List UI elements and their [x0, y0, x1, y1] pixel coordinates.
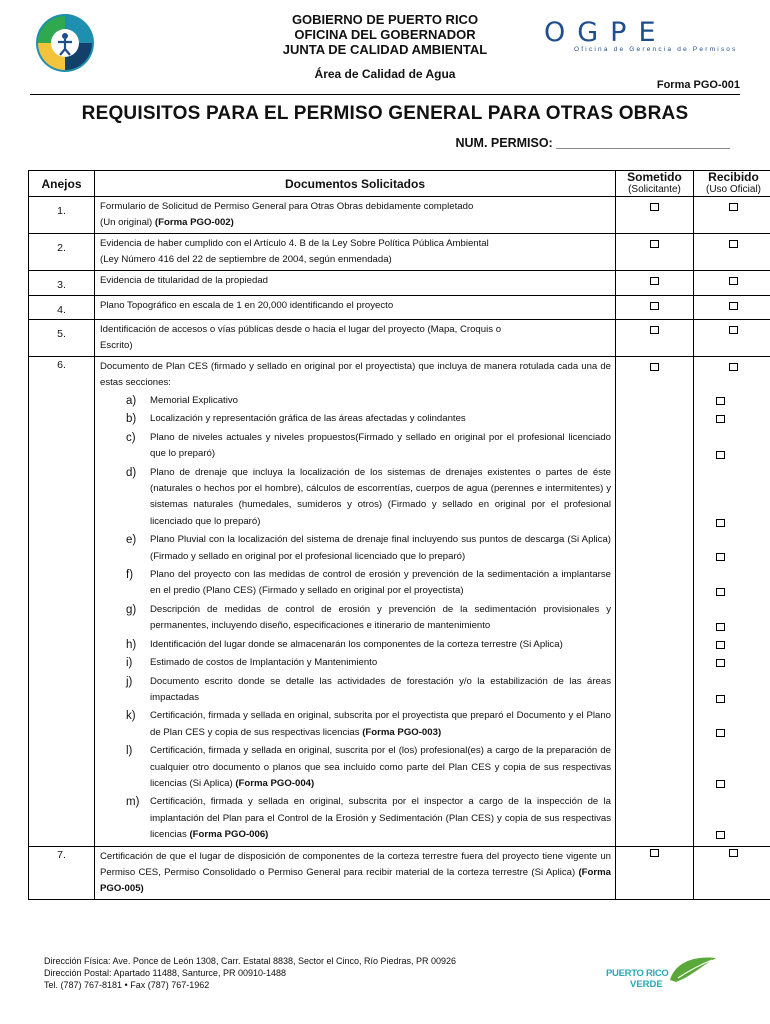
row-description	[95, 271, 616, 296]
subitem-form-ref: (Forma PGO-003)	[362, 726, 442, 738]
subitem-letter: h)	[126, 638, 137, 651]
row-number: 1.	[29, 197, 95, 234]
table-row	[29, 320, 770, 357]
row-description	[95, 846, 616, 899]
footer-postal-address: Dirección Postal: Apartado 11488, Santurce, PR 00910-1488	[44, 968, 286, 978]
subitem-text: Documento escrito donde se detalle las actividades de forestación y/o la estabilización de las áreas impactadas	[150, 675, 611, 703]
recibido-cell	[694, 197, 770, 234]
subitem-sometido-checkbox[interactable]	[716, 729, 725, 737]
recibido-cell	[694, 846, 770, 899]
row-text: Certificación de que el lugar de disposición de componentes de la corteza terrestre fuera del proyecto tiene vigente un Permiso CES, Permiso Consolidado o Permiso General para recibir material de la corteza terrestre (Si Aplica)	[100, 850, 611, 878]
row-form-ref: (Forma PGO-002)	[154, 217, 234, 228]
subitem-text: Descripción de medidas de control de erosión y prevención de la sedimentación provisionales y permanentes, incluyendo diseño, especificaciones e itinerario de mantenimiento	[150, 603, 611, 632]
subitem-letter: j)	[126, 675, 133, 688]
subitem	[100, 743, 611, 792]
subitem-text: Localización y representación gráfica de las áreas afectadas y colindantes	[150, 413, 466, 425]
row-text: Evidencia de haber cumplido con el Artículo 4. B de la Ley Sobre Política Pública Ambiental	[100, 238, 489, 249]
sometido-cell	[616, 197, 694, 234]
ogpe-logo-subtitle: Oficina de Gerencia de Permisos	[574, 46, 738, 53]
subitem-sometido-checkbox[interactable]	[716, 588, 725, 596]
subitem-letter: a)	[126, 395, 137, 407]
subitem-letter: d)	[126, 466, 137, 479]
sometido-cell	[616, 296, 694, 320]
subitem-letter: e)	[126, 534, 137, 547]
subitem	[100, 708, 611, 741]
subitem-letter: g)	[126, 603, 137, 616]
subitem	[100, 794, 611, 843]
row-text-2: (Ley Número 416 del 22 de septiembre de 2004, según enmendada)	[100, 254, 392, 265]
row-number: 2.	[29, 234, 95, 271]
subitem-letter: m)	[126, 796, 140, 809]
subitem-text: Certificación, firmada y sellada en original, subscrita por el proyectista que preparó el Documento y el Plano de Plan CES y copia de sus respectivas licencias	[150, 710, 611, 738]
logo-text-verde: VERDE	[630, 979, 663, 990]
header-sometido-label: Sometido	[627, 170, 682, 184]
table-row	[29, 197, 770, 234]
sometido-checkbox[interactable]	[650, 363, 659, 371]
row-text: Evidencia de titularidad de la propiedad	[100, 275, 269, 286]
recibido-checkbox[interactable]	[729, 277, 738, 285]
area-label: Área de Calidad de Agua	[314, 67, 456, 81]
footer-address	[44, 955, 456, 991]
page-title: REQUISITOS PARA EL PERMISO GENERAL PARA OTRAS OBRAS	[81, 103, 689, 124]
header-anejos: Anejos	[29, 171, 95, 197]
sometido-cell	[616, 357, 694, 847]
subitem-sometido-checkbox[interactable]	[716, 780, 725, 788]
subitem-list	[100, 393, 611, 844]
sometido-checkbox[interactable]	[650, 240, 659, 248]
table-row	[29, 271, 770, 296]
row-text: Formulario de Solicitud de Permiso General para Otras Obras debidamente completado	[100, 201, 474, 212]
logo-text-puerto-rico: PUERTO RICO	[606, 968, 669, 979]
subitem-letter: i)	[126, 657, 133, 670]
subitem-sometido-checkbox[interactable]	[716, 451, 725, 459]
row-description	[95, 320, 616, 357]
recibido-checkbox[interactable]	[729, 326, 738, 334]
row-text: Plano Topográfico en escala de 1 en 20,000 identificando el proyecto	[100, 300, 394, 311]
row-description	[95, 357, 616, 847]
subitem	[100, 430, 611, 463]
subitem	[100, 411, 611, 427]
subitem	[100, 637, 611, 653]
subitem	[100, 532, 611, 565]
header-line-2: OFICINA DEL GOBERNADOR	[294, 27, 476, 42]
subitem-sometido-checkbox[interactable]	[716, 831, 725, 839]
subitem-text: Estimado de costos de Implantación y Mantenimiento	[150, 657, 378, 669]
recibido-checkbox[interactable]	[729, 240, 738, 248]
row-description	[95, 296, 616, 320]
subitem-letter: b)	[126, 413, 137, 426]
subitem-letter: l)	[126, 745, 133, 758]
header-sometido-sub: (Solicitante)	[628, 184, 681, 195]
row-text: Identificación de accesos o vías públicas desde o hacia el lugar del proyecto (Mapa, Croquis o	[100, 324, 502, 335]
subitem-form-ref: (Forma PGO-004)	[235, 777, 315, 789]
subitem-letter: c)	[126, 431, 136, 444]
recibido-cell	[694, 296, 770, 320]
row-number: 4.	[29, 296, 95, 320]
header-line-3: JUNTA DE CALIDAD AMBIENTAL	[282, 42, 488, 57]
subitem-sometido-checkbox[interactable]	[716, 695, 725, 703]
recibido-cell	[694, 357, 770, 847]
header-sometido	[616, 171, 694, 197]
footer-physical-address: Dirección Física: Ave. Ponce de León 1308, Carr. Estatal 8838, Sector el Cinco, Río Piedras, PR 00926	[44, 956, 457, 966]
subitem-letter: f)	[126, 569, 134, 582]
subitem	[100, 465, 611, 531]
table-row	[29, 296, 770, 320]
footer-phone: Tel. (787) 767-8181 • Fax (787) 767-1962	[44, 980, 210, 990]
recibido-checkbox[interactable]	[729, 203, 738, 211]
table-row	[29, 357, 770, 847]
row-form-ref: (Forma PGO-005)	[100, 866, 611, 894]
row-number: 6.	[29, 357, 95, 847]
subitem-text: Certificación, firmada y sellada en original, subscrita por el inspector a cargo de la inspección de la implantación del Plan para el Control de la Erosión y Sedimentación (Plan CES) y copia de sus respectivas licencias	[150, 796, 611, 841]
row-number: 7.	[29, 846, 95, 899]
row-text-2: Escrito)	[100, 340, 133, 351]
sometido-cell	[616, 271, 694, 296]
permit-number-field[interactable]: NUM. PERMISO: _________________________	[455, 136, 730, 150]
header-line-1: GOBIERNO DE PUERTO RICO	[291, 12, 479, 27]
header-documentos: Documentos Solicitados	[95, 171, 616, 197]
row-text-2: (Un original)	[100, 217, 155, 228]
subitem-sometido-checkbox[interactable]	[716, 415, 725, 423]
recibido-cell	[694, 271, 770, 296]
subitem-letter: k)	[126, 710, 136, 723]
subitem-text: Plano de niveles actuales y niveles propuestos(Firmado y sellado en original por el profesional licenciado que lo preparó)	[150, 431, 611, 460]
sometido-checkbox[interactable]	[650, 326, 659, 334]
row-number: 5.	[29, 320, 95, 357]
row-description	[95, 197, 616, 234]
subitem-sometido-checkbox[interactable]	[716, 397, 725, 405]
sometido-cell	[616, 846, 694, 899]
subitem-text: Identificación del lugar donde se almacenarán los componentes de la corteza terrestre (Si Aplica)	[150, 638, 563, 650]
subitem-form-ref: (Forma PGO-006)	[189, 829, 269, 841]
sometido-checkbox[interactable]	[650, 302, 659, 310]
sometido-checkbox[interactable]	[650, 849, 659, 857]
header-recibido-label: Recibido	[708, 170, 759, 184]
subitem-sometido-checkbox[interactable]	[716, 553, 725, 561]
sometido-cell	[616, 234, 694, 271]
sometido-cell	[616, 320, 694, 357]
table-header-row	[29, 171, 770, 197]
header-recibido-sub: (Uso Oficial)	[705, 184, 761, 195]
header-rule	[30, 94, 740, 95]
puerto-rico-verde-logo	[606, 956, 718, 994]
subitem-text: Memorial Explicativo	[150, 395, 238, 406]
subitem-text: Plano Pluvial con la localización del sistema de drenaje final incluyendo sus puntos de descarga (Si Aplica) (Firmado y sellado en original por el profesional licenciado que lo preparó)	[150, 534, 611, 562]
subitem	[100, 567, 611, 600]
recibido-cell	[694, 234, 770, 271]
header-recibido	[694, 171, 770, 197]
subitem-sometido-checkbox[interactable]	[716, 519, 725, 527]
row-number: 3.	[29, 271, 95, 296]
recibido-checkbox[interactable]	[729, 849, 738, 857]
subitem-sometido-checkbox[interactable]	[716, 659, 725, 667]
row-description	[95, 234, 616, 271]
table-row	[29, 234, 770, 271]
row-text: Documento de Plan CES (firmado y sellado en original por el proyectista) que incluya de manera rotulada cada una de estas secciones:	[100, 361, 611, 388]
subitem-sometido-checkbox[interactable]	[716, 641, 725, 649]
requirements-table	[28, 170, 770, 900]
subitem	[100, 655, 611, 671]
recibido-cell	[694, 320, 770, 357]
subitem-text: Plano del proyecto con las medidas de control de erosión y prevención de la sedimentación a implantarse en el predio (Plano CES) (Firmado y sellado en original por el proyectista)	[150, 569, 611, 597]
subitem	[100, 393, 611, 409]
recibido-checkbox[interactable]	[729, 363, 738, 371]
subitem-text: Certificación, firmada y sellada en original, suscrita por el (los) profesional(es) a cargo de la preparación de cualquier otro documento o planos que sea incluido como parte del Plan CES y copia de sus respectivas licencias (Si Aplica)	[150, 745, 611, 789]
recibido-checkbox[interactable]	[729, 302, 738, 310]
subitem	[100, 602, 611, 635]
ogpe-logo	[544, 17, 750, 56]
subitem-text: Plano de drenaje que incluya la localización de los sistemas de drenajes existentes o partes de éste (naturales o hechos por el hombre), cálculos de escorrentías, cuerpos de agua (perennes e intermitentes) y sistemas naturales (humedales, sumideros y otros) (Firmado y sellado en original por el profesional licenciado que lo preparó)	[150, 466, 611, 527]
ogpe-logo-text: OGPE	[544, 17, 668, 48]
table-row	[29, 846, 770, 899]
form-number: Forma PGO-001	[656, 79, 740, 91]
subitem	[100, 674, 611, 707]
sometido-checkbox[interactable]	[650, 203, 659, 211]
subitem-sometido-checkbox[interactable]	[716, 623, 725, 631]
sometido-checkbox[interactable]	[650, 277, 659, 285]
